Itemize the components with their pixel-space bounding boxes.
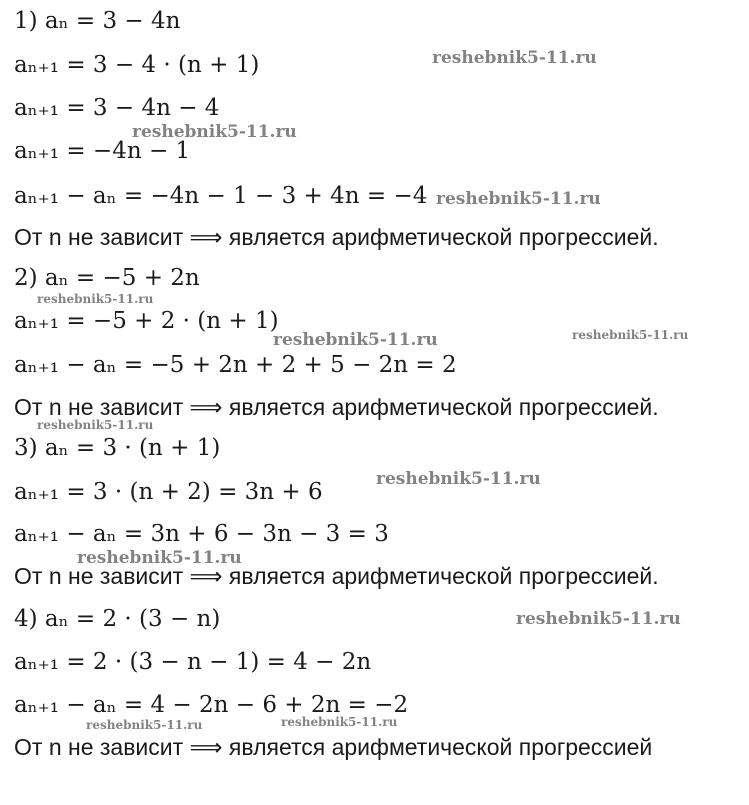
- watermark: reshebnik5-11.ru: [132, 122, 297, 142]
- item-1-difference: aₙ₊₁ − aₙ = −4n − 1 − 3 + 4n = −4: [14, 183, 428, 209]
- watermark: reshebnik5-11.ru: [436, 189, 601, 209]
- item-3-step-1: aₙ₊₁ = 3 · (n + 2) = 3n + 6: [14, 479, 323, 505]
- item-1-conclusion: От n не зависит ⟹ является арифметической прогрессией.: [14, 224, 659, 250]
- item-1-step-2: aₙ₊₁ = 3 − 4n − 4: [14, 95, 220, 121]
- item-4-step-1: aₙ₊₁ = 2 · (3 − n − 1) = 4 − 2n: [14, 649, 372, 675]
- watermark: reshebnik5-11.ru: [572, 328, 689, 342]
- item-3-difference: aₙ₊₁ − aₙ = 3n + 6 − 3n − 3 = 3: [14, 521, 389, 547]
- watermark: reshebnik5-11.ru: [281, 715, 398, 729]
- item-1-formula: 1) aₙ = 3 − 4n: [14, 8, 181, 34]
- item-4-difference: aₙ₊₁ − aₙ = 4 − 2n − 6 + 2n = −2: [14, 692, 409, 718]
- item-4-formula: 4) aₙ = 2 · (3 − n): [14, 606, 221, 632]
- item-2-step-1: aₙ₊₁ = −5 + 2 · (n + 1): [14, 308, 279, 334]
- item-2-difference: aₙ₊₁ − aₙ = −5 + 2n + 2 + 5 − 2n = 2: [14, 352, 457, 378]
- item-3-conclusion: От n не зависит ⟹ является арифметической прогрессией.: [14, 563, 659, 589]
- item-2-formula: 2) aₙ = −5 + 2n: [14, 265, 200, 291]
- item-2-conclusion: От n не зависит ⟹ является арифметической прогрессией.: [14, 394, 659, 420]
- watermark: reshebnik5-11.ru: [273, 330, 438, 350]
- item-1-step-1: aₙ₊₁ = 3 − 4 · (n + 1): [14, 52, 260, 78]
- watermark: reshebnik5-11.ru: [376, 469, 541, 489]
- watermark: reshebnik5-11.ru: [77, 548, 242, 568]
- watermark: reshebnik5-11.ru: [37, 418, 154, 432]
- watermark: reshebnik5-11.ru: [37, 292, 154, 306]
- watermark: reshebnik5-11.ru: [516, 609, 681, 629]
- item-1-step-3: aₙ₊₁ = −4n − 1: [14, 138, 191, 164]
- watermark: reshebnik5-11.ru: [86, 718, 203, 732]
- item-4-conclusion: От n не зависит ⟹ является арифметической прогрессией: [14, 734, 653, 760]
- item-3-formula: 3) aₙ = 3 · (n + 1): [14, 435, 221, 461]
- watermark: reshebnik5-11.ru: [432, 48, 597, 68]
